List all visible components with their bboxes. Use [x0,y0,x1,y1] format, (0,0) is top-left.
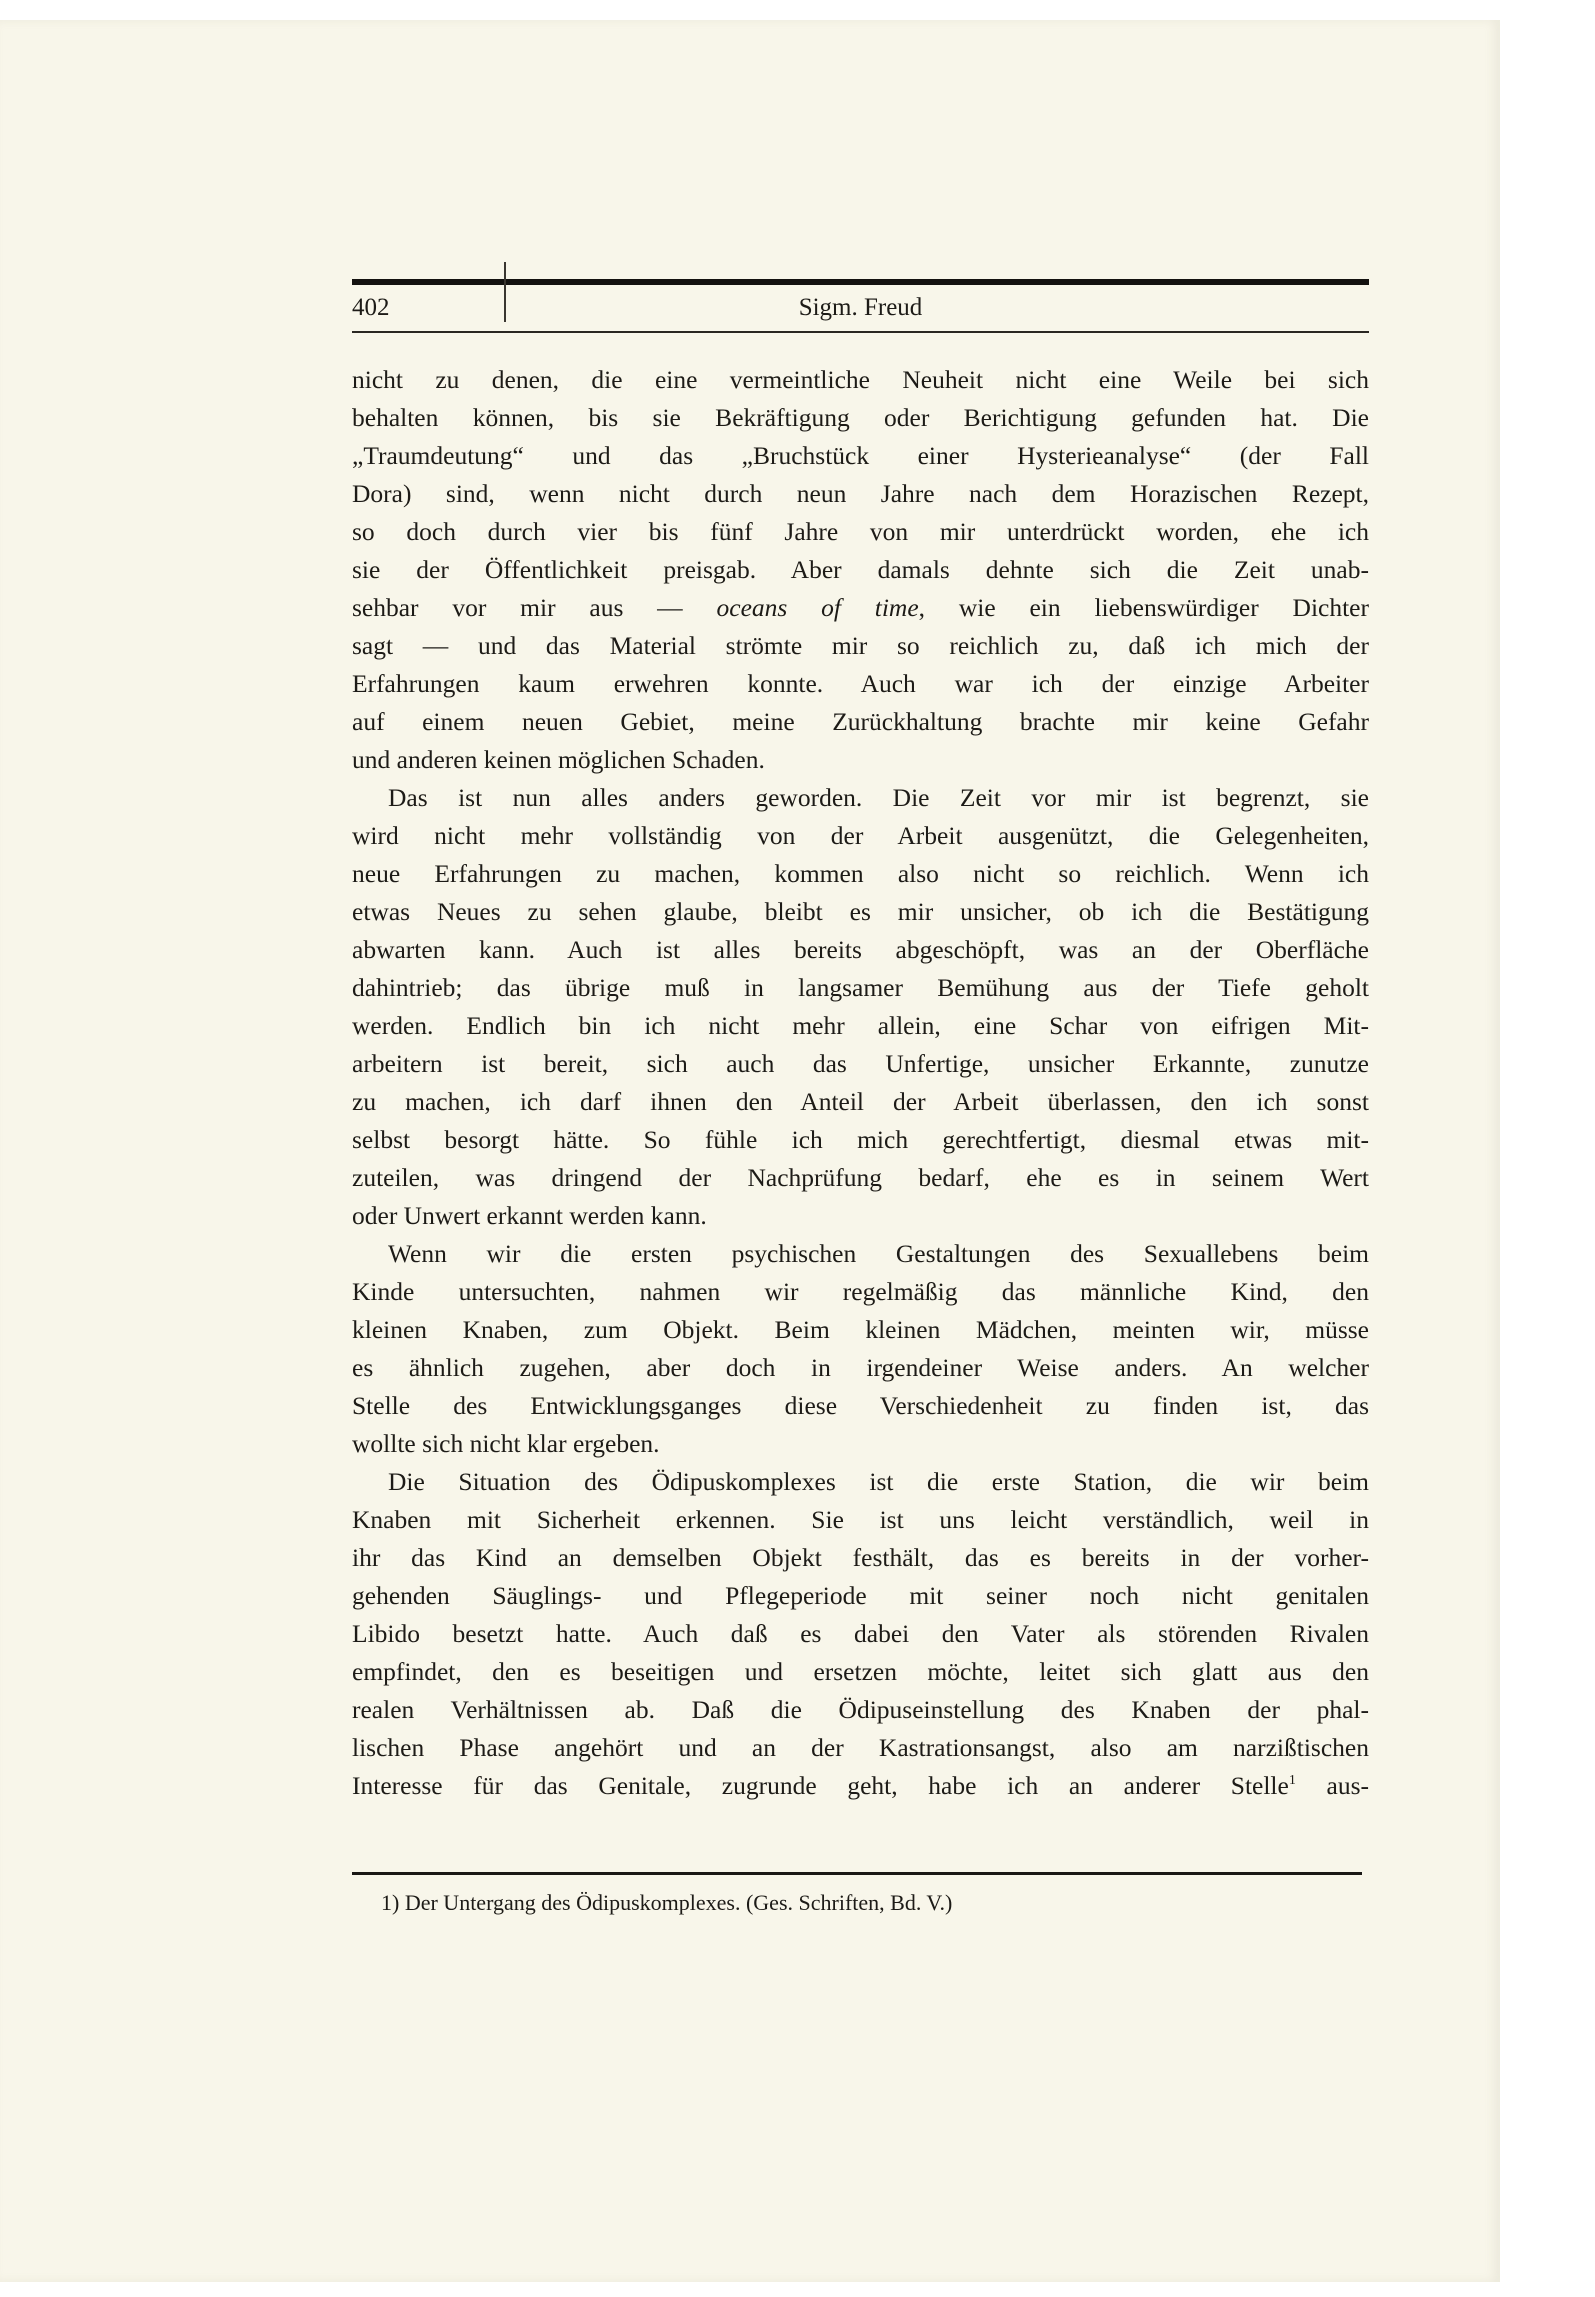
text-segment: sehbar vor mir aus — [352,593,717,622]
text-line: gehenden Säuglings- und Pflegeperiode mit seiner noch nicht genitalen [352,1581,1369,1610]
text-line: realen Verhältnissen ab. Daß die Ödipuseinstellung des Knaben der phal- [352,1695,1369,1724]
text-line: und anderen keinen möglichen Schaden. [352,745,765,774]
text-line: werden. Endlich bin ich nicht mehr allein, eine Schar von eifrigen Mit- [352,1011,1369,1040]
paragraph [352,1235,1369,1463]
text-line: sie der Öffentlichkeit preisgab. Aber damals dehnte sich die Zeit unab- [352,555,1369,584]
text-line: Libido besetzt hatte. Auch daß es dabei den Vater als störenden Rivalen [352,1619,1369,1648]
footnote [381,1890,952,1916]
text-line: Erfahrungen kaum erwehren konnte. Auch war ich der einzige Arbeiter [352,669,1369,698]
running-title: Sigm. Freud [798,294,923,321]
text-line: behalten können, bis sie Bekräftigung oder Berichtigung gefunden hat. Die [352,403,1369,432]
paragraph [352,1463,1369,1805]
text-line: „Traumdeutung“ und das „Bruchstück einer Hysterieanalyse“ (der Fall [352,441,1369,470]
text-line: so doch durch vier bis fünf Jahre von mir unterdrückt worden, ehe ich [352,517,1369,546]
header-rule-thin [352,331,1369,333]
text-line: kleinen Knaben, zum Objekt. Beim kleinen Mädchen, meinten wir, müsse [352,1315,1369,1344]
text-line: empfindet, den es beseitigen und ersetzen möchte, leitet sich glatt aus den [352,1657,1369,1686]
page-number: 402 [352,294,390,321]
text-line: ihr das Kind an demselben Objekt festhält, das es bereits in der vorher- [352,1543,1369,1572]
text-line: sagt — und das Material strömte mir so reichlich zu, daß ich mich der [352,631,1369,660]
text-line [352,1767,1369,1805]
text-line: es ähnlich zugehen, aber doch in irgendeiner Weise anders. An welcher [352,1353,1369,1382]
text-line: Wenn wir die ersten psychischen Gestaltungen des Sexuallebens beim [388,1239,1369,1268]
text-line: arbeitern ist bereit, sich auch das Unfertige, unsicher Erkannte, zunutze [352,1049,1369,1078]
text-line: selbst besorgt hätte. So fühle ich mich gerechtfertigt, diesmal etwas mit- [352,1125,1369,1154]
text-line: Das ist nun alles anders geworden. Die Zeit vor mir ist begrenzt, sie [388,783,1369,812]
text-segment: , wie ein liebenswürdiger Dichter [918,593,1369,622]
text-line: wird nicht mehr vollständig von der Arbeit ausgenützt, die Gelegenheiten, [352,821,1369,850]
text-line: Die Situation des Ödipuskomplexes ist die erste Station, die wir beim [388,1467,1369,1496]
text-line: dahintrieb; das übrige muß in langsamer Bemühung aus der Tiefe geholt [352,973,1369,1002]
text-line: zu machen, ich darf ihnen den Anteil der Arbeit überlassen, den ich sonst [352,1087,1369,1116]
footnote-marker: 1) [381,1890,400,1915]
text-line: lischen Phase angehört und an der Kastrationsangst, also am narzißtischen [352,1733,1369,1762]
text-segment: aus- [1295,1771,1369,1800]
paragraph [352,361,1369,779]
italic-phrase: oceans of time [716,593,919,622]
text-line: Knaben mit Sicherheit erkennen. Sie ist uns leicht verständlich, weil in [352,1505,1369,1534]
text-line: zuteilen, was dringend der Nachprüfung bedarf, ehe es in seinem Wert [352,1163,1369,1192]
text-line: oder Unwert erkannt werden kann. [352,1201,707,1230]
text-line: neue Erfahrungen zu machen, kommen also nicht so reichlich. Wenn ich [352,859,1369,888]
text-line: wollte sich nicht klar ergeben. [352,1429,660,1458]
text-line: Dora) sind, wenn nicht durch neun Jahre nach dem Horazischen Rezept, [352,479,1369,508]
text-line: Kinde untersuchten, nahmen wir regelmäßig das männliche Kind, den [352,1277,1369,1306]
text-line: Stelle des Entwicklungsganges diese Verschiedenheit zu finden ist, das [352,1391,1369,1420]
text-segment: Interesse für das Genitale, zugrunde geht, habe ich an anderer Stelle [352,1771,1289,1800]
text-line: abwarten kann. Auch ist alles bereits abgeschöpft, was an der Oberfläche [352,935,1369,964]
paragraph [352,779,1369,1235]
text-line: auf einem neuen Gebiet, meine Zurückhaltung brachte mir keine Gefahr [352,707,1369,736]
running-header [352,290,1369,326]
text-line [352,589,1369,627]
footnote-reference: 1 [1288,1773,1296,1788]
footnote-text: Der Untergang des Ödipuskomplexes. (Ges. Schriften, Bd. V.) [404,1890,953,1915]
text-line: etwas Neues zu sehen glaube, bleibt es mir unsicher, ob ich die Bestätigung [352,897,1369,926]
footnote-rule [352,1872,1362,1875]
body-text [352,361,1369,1805]
text-line: nicht zu denen, die eine vermeintliche Neuheit nicht eine Weile bei sich [352,365,1369,394]
